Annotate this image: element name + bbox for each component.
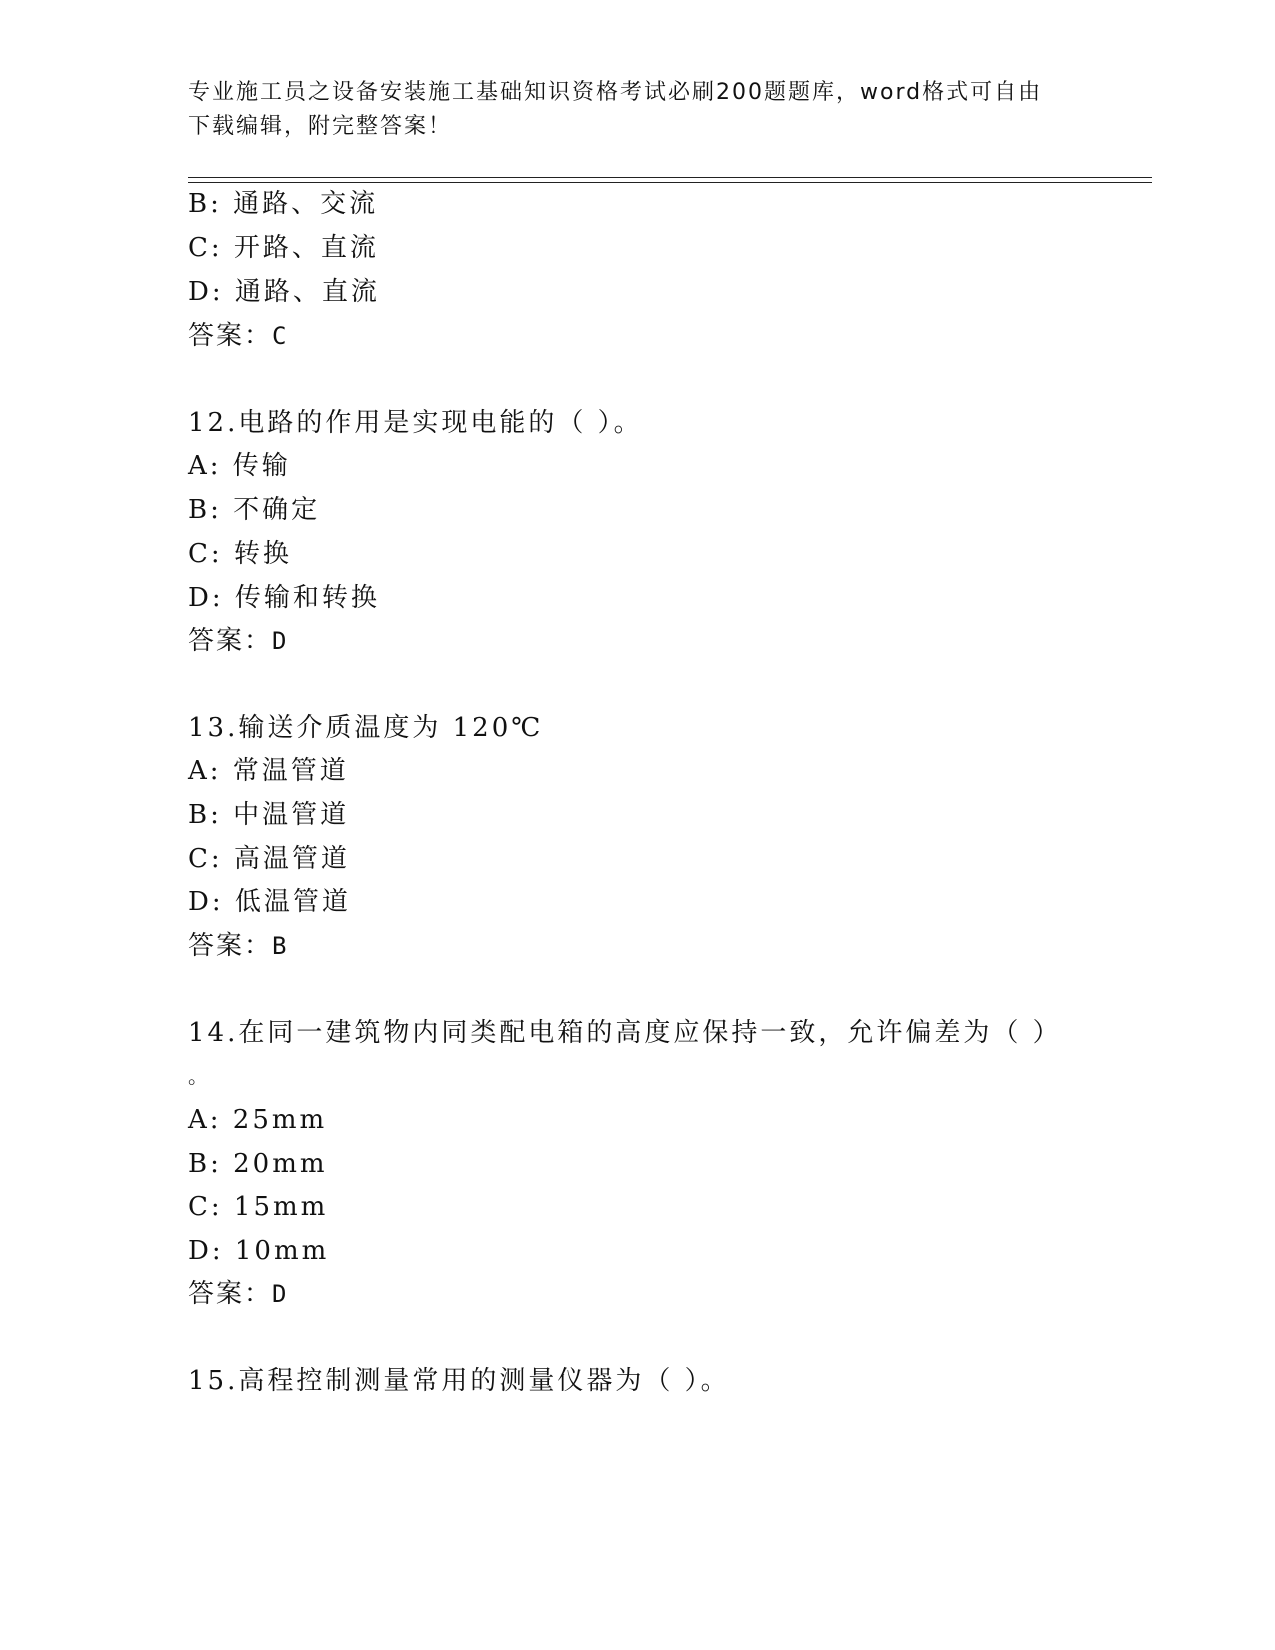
option-d: D: 10mm [188, 1236, 330, 1266]
question-12: 12.电路的作用是实现电能的（ ）。 [188, 408, 643, 438]
question-14-continuation: 。 [188, 1064, 211, 1088]
header-rule-bottom [188, 182, 1152, 183]
option-c: C: 转换 [188, 539, 292, 569]
option-a: A: 常温管道 [188, 756, 349, 786]
answer-label: 答案： [188, 931, 273, 961]
option-c: C: 15mm [188, 1192, 329, 1222]
option-c: C: 开路、直流 [188, 233, 379, 263]
question-15: 15.高程控制测量常用的测量仪器为（ ）。 [188, 1366, 730, 1396]
answer-value: C [272, 322, 289, 350]
header-rule-top [188, 177, 1152, 178]
option-d: D: 传输和转换 [188, 583, 380, 613]
document-header [188, 76, 1088, 144]
answer-line [188, 1278, 288, 1310]
answer-label: 答案： [188, 1279, 273, 1309]
answer-label: 答案： [188, 626, 273, 656]
header-line-2: 下载编辑，附完整答案！ [188, 114, 453, 139]
answer-value: D [272, 627, 289, 655]
answer-value: D [272, 1280, 289, 1308]
option-d: D: 通路、直流 [188, 277, 380, 307]
question-14: 14.在同一建筑物内同类配电箱的高度应保持一致，允许偏差为（ ） [188, 1018, 1062, 1048]
option-c: C: 高温管道 [188, 844, 350, 874]
answer-value: B [272, 932, 289, 960]
option-b: B: 中温管道 [188, 800, 350, 830]
answer-line [188, 320, 288, 352]
option-b: B: 不确定 [188, 495, 321, 525]
question-13: 13.输送介质温度为 120℃ [188, 713, 544, 743]
answer-line [188, 625, 288, 657]
option-b: B: 通路、交流 [188, 189, 379, 219]
option-a: A: 传输 [188, 451, 291, 481]
answer-label: 答案： [188, 321, 273, 351]
header-line-1: 专业施工员之设备安装施工基础知识资格考试必刷200题题库，word格式可自由 [188, 80, 1043, 105]
answer-line [188, 930, 288, 962]
option-b: B: 20mm [188, 1149, 328, 1179]
option-a: A: 25mm [188, 1105, 328, 1135]
option-d: D: 低温管道 [188, 887, 351, 917]
